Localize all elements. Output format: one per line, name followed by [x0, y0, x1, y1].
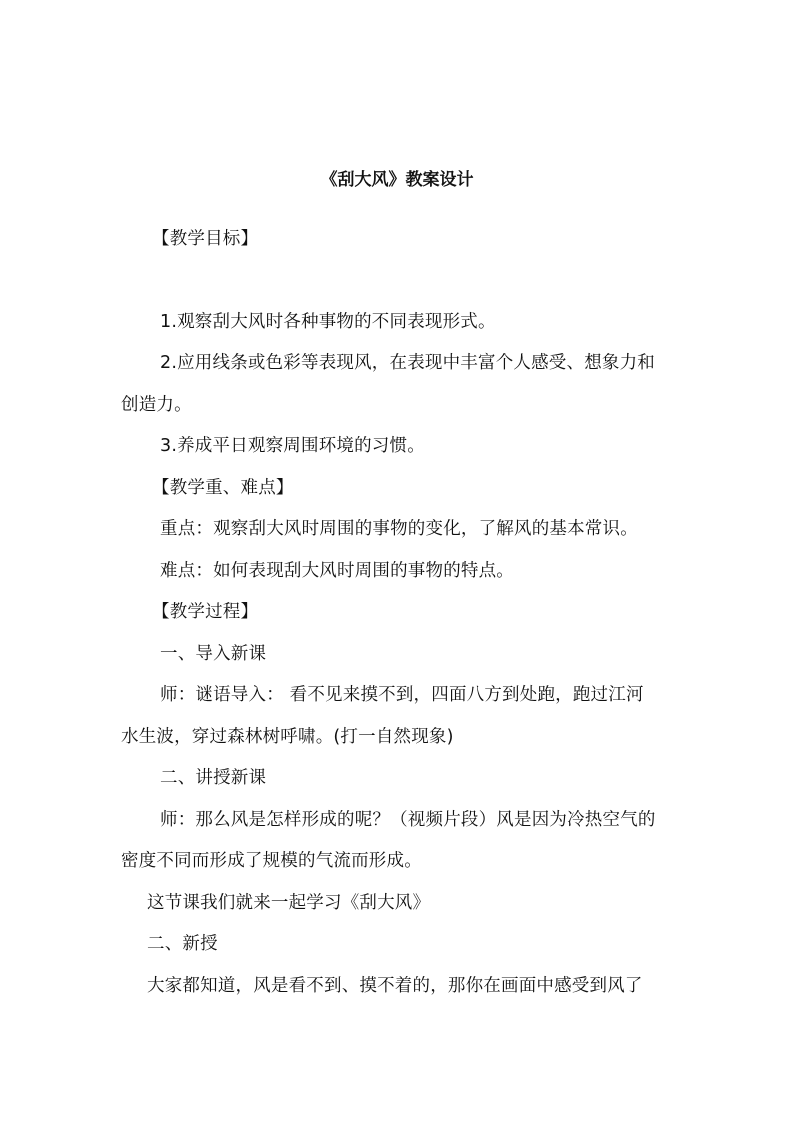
paragraph-line: 重点：观察刮大风时周围的事物的变化，了解风的基本常识。: [160, 519, 638, 539]
paragraph-line: 师：那么风是怎样形成的呢？（视频片段）风是因为冷热空气的: [160, 810, 656, 830]
document-title: 《刮大风》教案设计: [320, 170, 474, 190]
section-heading-objectives: 【教学目标】: [152, 229, 259, 249]
paragraph-line: 3.养成平日观察周围环境的习惯。: [160, 436, 425, 456]
paragraph-line: 水生波，穿过森林树呼啸。(打一自然现象): [121, 727, 454, 747]
paragraph-line: 1.观察刮大风时各种事物的不同表现形式。: [160, 312, 496, 332]
paragraph-line: 2.应用线条或色彩等表现风，在表现中丰富个人感受、想象力和: [160, 353, 655, 373]
subsection-heading: 二、讲授新课: [160, 768, 267, 788]
paragraph-line: 师：谜语导入： 看不见来摸不到，四面八方到处跑，跑过江河: [160, 685, 644, 705]
paragraph-line: 难点：如何表现刮大风时周围的事物的特点。: [160, 561, 514, 581]
section-heading-key-points: 【教学重、难点】: [152, 478, 294, 498]
paragraph-line: 创造力。: [121, 395, 192, 415]
section-heading-process: 【教学过程】: [152, 602, 259, 622]
paragraph-line: 大家都知道，风是看不到、摸不着的，那你在画面中感受到风了: [147, 976, 643, 996]
subsection-heading: 一、导入新课: [160, 644, 267, 664]
subsection-heading: 二、新授: [147, 934, 218, 954]
paragraph-line: 密度不同而形成了规模的气流而形成。: [121, 851, 422, 871]
paragraph-line: 这节课我们就来一起学习《刮大风》: [147, 893, 431, 913]
